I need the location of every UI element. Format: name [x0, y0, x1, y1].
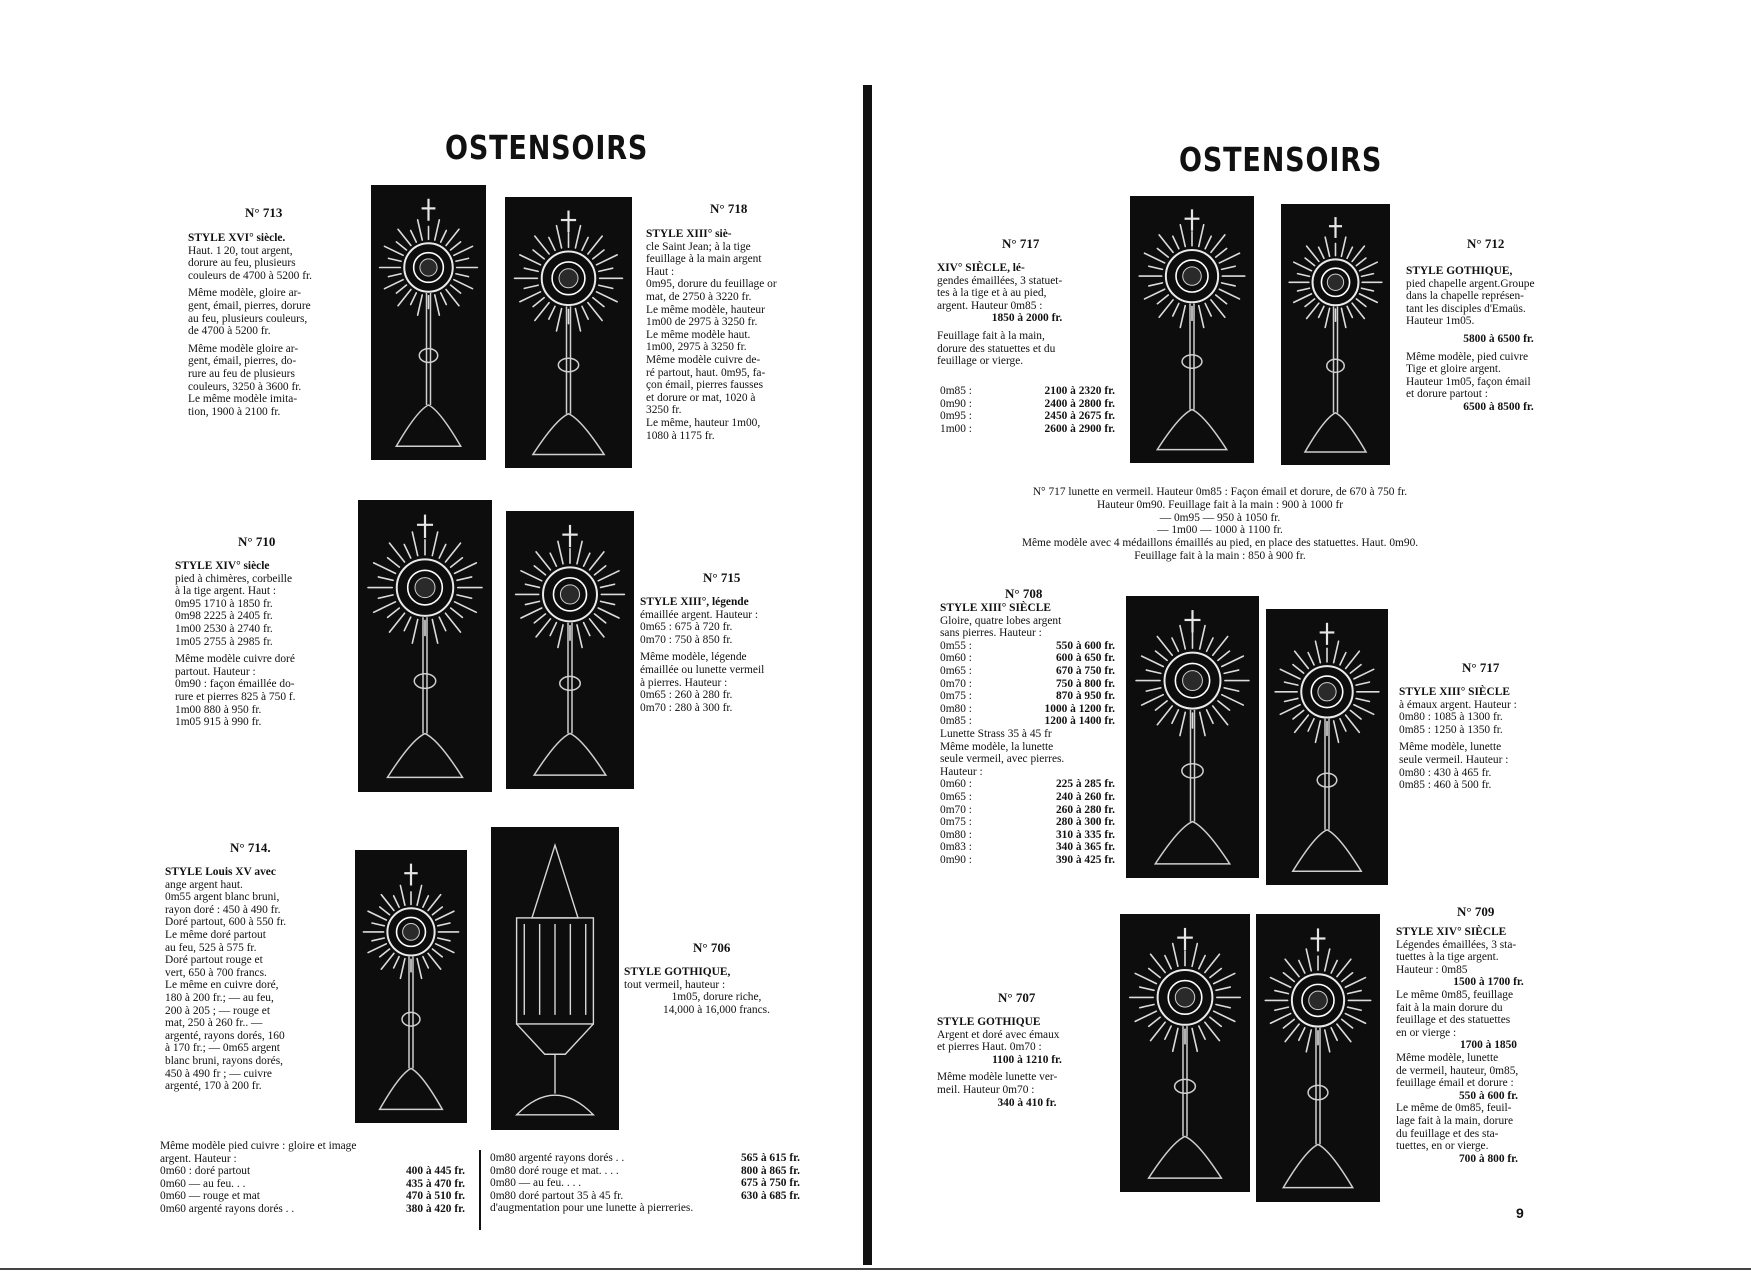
- price-row-value: 435 à 470 fr.: [405, 1177, 465, 1190]
- note-line: — 0m95 — 950 à 1050 fr.: [1159, 511, 1281, 524]
- item-number-717-b: N° 717: [1462, 660, 1500, 675]
- price-table-bottom-left: [160, 1140, 465, 1216]
- description-line: Doré partout rouge et: [165, 954, 263, 967]
- description-line: 0m55 argent blanc bruni,: [165, 891, 280, 904]
- monstrance-engraving: [1120, 914, 1250, 1192]
- monstrance-engraving: [1130, 196, 1254, 463]
- description-line: STYLE XVI° siècle.: [188, 232, 286, 244]
- price-row: [490, 1177, 800, 1190]
- price-row: [940, 715, 1115, 728]
- plate-708: [1126, 596, 1259, 878]
- price-row-size: 0m75 :: [940, 690, 972, 703]
- description-line: Même modèle, gloire ar-: [188, 287, 301, 300]
- description-line: 1700 à 1850: [1460, 1039, 1517, 1052]
- size-table-708-lunette: [940, 778, 1115, 866]
- description-line: XIV° SIÈCLE, lé-: [937, 262, 1025, 274]
- description-line: et dorure partout :: [1406, 388, 1488, 401]
- item-description-706: [624, 966, 809, 1016]
- price-row-size: 0m60 : doré partout: [160, 1165, 251, 1178]
- description-line: 0m95, dorure du feuillage or: [646, 278, 777, 291]
- price-row-value: 750 à 800 fr.: [1055, 677, 1115, 690]
- price-row: [940, 398, 1115, 411]
- item-number-714: N° 714.: [230, 840, 271, 855]
- description-line: émaillée argent. Hauteur :: [640, 608, 759, 621]
- description-line: STYLE XIII° SIÈCLE: [940, 602, 1051, 614]
- price-table-bottom-right: [490, 1152, 800, 1215]
- price-row-value: 240 à 260 fr.: [1055, 790, 1115, 803]
- description-line: argent. Hauteur 0m85 :: [937, 299, 1043, 312]
- description-line: feuillage et des statuettes: [1396, 1014, 1511, 1027]
- description-line: seule vermeil, avec pierres.: [940, 753, 1065, 766]
- description-line: seule vermeil. Hauteur :: [1399, 753, 1509, 766]
- note-717-lunette: [970, 486, 1470, 563]
- description-line: Même modèle, la lunette: [940, 740, 1054, 753]
- description-line: 450 à 490 fr ; — cuivre: [165, 1067, 272, 1080]
- note-line: Feuillage fait à la main : 850 à 900 fr.: [1134, 549, 1306, 562]
- description-line: à 170 fr.; — 0m65 argent: [165, 1042, 280, 1055]
- description-line: Même modèle, légende: [640, 651, 747, 664]
- price-row-size: 0m60 :: [940, 778, 972, 791]
- description-line: Hauteur 1m05.: [1406, 315, 1475, 328]
- price-table-header: argent. Hauteur :: [160, 1152, 237, 1165]
- description-line: STYLE GOTHIQUE,: [1406, 265, 1513, 277]
- monstrance-engraving: [491, 827, 619, 1130]
- price-row-value: 260 à 280 fr.: [1055, 803, 1115, 816]
- description-line: de 4700 à 5200 fr.: [188, 325, 271, 338]
- description-line: en or vierge :: [1396, 1026, 1457, 1039]
- description-line: à pierres. Hauteur :: [640, 676, 728, 689]
- item-number-709: N° 709: [1457, 904, 1495, 919]
- price-row: [940, 791, 1115, 804]
- description-line: au feu, plusieurs couleurs,: [188, 312, 308, 325]
- description-line: Hauteur : 0m85: [1396, 963, 1468, 976]
- description-line: Hauteur 1m05, façon émail: [1406, 375, 1531, 388]
- description-line: 1500 à 1700 fr.: [1453, 976, 1524, 989]
- price-row-size: 0m95 :: [940, 410, 972, 423]
- price-row-value: 225 à 285 fr.: [1055, 778, 1115, 791]
- page-number: 9: [1516, 1205, 1524, 1221]
- description-line: 0m98 2225 à 2405 fr.: [175, 610, 273, 623]
- description-line: 0m65 : 260 à 280 fr.: [640, 689, 733, 702]
- plate-713: [371, 185, 486, 460]
- price-row-size: 0m80 :: [940, 702, 972, 715]
- description-line: 1m00 2530 à 2740 fr.: [175, 622, 273, 635]
- item-description-710: [175, 560, 350, 729]
- description-line: Même modèle lunette ver-: [937, 1071, 1058, 1084]
- note-line: Même modèle avec 4 médaillons émaillés au pied, en place des statuettes. Haut. 0m90.: [1021, 537, 1419, 550]
- price-row-value: 2100 à 2320 fr.: [1044, 385, 1115, 397]
- description-line: mat, de 2750 à 3220 fr.: [646, 290, 752, 303]
- item-description-717-b: [1399, 686, 1579, 792]
- description-line: et dorure or mat, 1020 à: [646, 391, 756, 404]
- plate-707: [1120, 914, 1250, 1192]
- description-line: 0m80 : 430 à 465 fr.: [1399, 766, 1492, 779]
- right-page: [880, 0, 1751, 1276]
- price-row: [940, 423, 1115, 436]
- description-line: sans pierres. Hauteur :: [940, 627, 1042, 640]
- price-row: [160, 1178, 465, 1191]
- size-table-708: [940, 640, 1115, 728]
- price-row-size: 0m80 — au feu. . . .: [490, 1177, 582, 1190]
- description-line: à la tige argent. Haut :: [175, 585, 277, 598]
- description-line: tant les disciples d'Emaüs.: [1406, 302, 1526, 315]
- item-description-707: [937, 1016, 1117, 1109]
- price-row-size: 0m60 — au feu. . .: [160, 1177, 246, 1190]
- price-row: [940, 665, 1115, 678]
- price-table-footer: d'augmentation pour une lunette à pierreries.: [490, 1202, 694, 1215]
- item-description-717: [937, 262, 1117, 368]
- price-row-value: 670 à 750 fr.: [1055, 664, 1115, 677]
- description-line: Même modèle, lunette: [1396, 1051, 1499, 1064]
- description-line: dorure des statuettes et du: [937, 342, 1056, 355]
- item-description-718: [646, 228, 826, 442]
- price-row: [940, 690, 1115, 703]
- description-line: 340 à 410 fr.: [997, 1096, 1057, 1109]
- price-row-value: 630 à 685 fr.: [740, 1189, 800, 1202]
- description-line: 1m00, 2975 à 3250 fr.: [646, 341, 747, 354]
- item-number-713: N° 713: [245, 205, 283, 220]
- description-line: rayon doré : 450 à 490 fr.: [165, 903, 281, 916]
- price-row-size: 0m83 :: [940, 841, 972, 854]
- description-line: Feuillage fait à la main,: [937, 329, 1045, 342]
- description-line: gent, émail, pierres, dorure: [188, 299, 311, 312]
- description-line: couleurs, 3250 à 3600 fr.: [188, 380, 302, 393]
- description-line: au feu, 525 à 575 fr.: [165, 941, 257, 954]
- price-row-value: 1000 à 1200 fr.: [1044, 702, 1115, 715]
- price-row-value: 2400 à 2800 fr.: [1044, 397, 1115, 410]
- price-row: [940, 703, 1115, 716]
- price-table-header: Même modèle pied cuivre : gloire et image: [160, 1140, 357, 1152]
- price-row: [940, 410, 1115, 423]
- description-line: tuettes, en or vierge.: [1396, 1140, 1489, 1153]
- description-line: 6500 à 8500 fr.: [1463, 400, 1534, 413]
- price-row-size: 0m60 :: [940, 652, 972, 665]
- description-line: partout. Hauteur :: [175, 665, 256, 678]
- description-line: blanc bruni, rayons dorés,: [165, 1054, 283, 1067]
- description-line: 180 à 200 fr.; — au feu,: [165, 991, 274, 1004]
- price-row-size: 0m70 :: [940, 803, 972, 816]
- plate-709: [1256, 914, 1380, 1202]
- description-line: lage fait à la main, dorure: [1396, 1114, 1514, 1127]
- price-row-value: 390 à 425 fr.: [1055, 853, 1115, 866]
- price-row-value: 280 à 300 fr.: [1055, 816, 1115, 829]
- description-line: Le même en cuivre doré,: [165, 979, 279, 992]
- description-line: rure au feu de plusieurs: [188, 367, 295, 380]
- price-row: [940, 854, 1115, 867]
- description-line: dorure au feu, plusieurs: [188, 257, 296, 270]
- item-number-706: N° 706: [693, 940, 731, 955]
- description-line: 0m85 : 460 à 500 fr.: [1399, 779, 1492, 792]
- page-title-left: OSTENSOIRS: [445, 128, 649, 167]
- price-row-size: 0m80 :: [940, 828, 972, 841]
- note-line: Hauteur 0m90. Feuillage fait à la main : 900 à 1000 fr: [1096, 498, 1344, 511]
- left-page: [0, 0, 870, 1276]
- description-line: STYLE XIII° SIÈCLE: [1399, 686, 1510, 698]
- price-row-size: 0m70 :: [940, 677, 972, 690]
- monstrance-engraving: [1256, 914, 1380, 1202]
- price-row-size: 0m80 doré rouge et mat. . . .: [490, 1164, 619, 1177]
- note-line: N° 717 lunette en vermeil. Hauteur 0m85 : Façon émail et dorure, de 670 à 750 fr.: [1032, 486, 1408, 498]
- description-line: STYLE GOTHIQUE,: [624, 966, 731, 978]
- price-row-value: 800 à 865 fr.: [740, 1164, 800, 1177]
- description-line: dans la chapelle représen-: [1406, 290, 1524, 303]
- price-row-value: 340 à 365 fr.: [1055, 841, 1115, 854]
- item-number-710: N° 710: [238, 534, 276, 549]
- description-line: 0m70 : 750 à 850 fr.: [640, 633, 733, 646]
- description-line: Le même modèle, hauteur: [646, 303, 765, 316]
- description-line: mat, 250 à 260 fr.. —: [165, 1017, 263, 1030]
- plate-717: [1130, 196, 1254, 463]
- item-description-712: [1406, 265, 1591, 414]
- price-row: [940, 829, 1115, 842]
- monstrance-engraving: [506, 511, 634, 789]
- description-line: 1m05, dorure riche,: [671, 991, 762, 1004]
- price-row: [940, 652, 1115, 665]
- description-line: Même modèle gloire ar-: [188, 342, 299, 355]
- description-line: argenté, 170 à 200 fr.: [165, 1080, 262, 1093]
- plate-714: [355, 850, 467, 1123]
- description-line: 0m65 : 675 à 720 fr.: [640, 621, 733, 634]
- description-line: Le même modèle imita-: [188, 393, 298, 406]
- description-line: tuettes à la tige argent.: [1396, 951, 1499, 964]
- price-row: [160, 1203, 465, 1216]
- item-number-715: N° 715: [703, 570, 741, 585]
- description-line: tes à la tige et à au pied,: [937, 287, 1047, 300]
- description-line: Tige et gloire argent.: [1406, 363, 1501, 376]
- description-line: 1850 à 2000 fr.: [991, 312, 1063, 325]
- page-title-right: OSTENSOIRS: [1179, 140, 1383, 179]
- price-row-size: 1m00 :: [940, 422, 972, 435]
- plate-712: [1281, 204, 1390, 465]
- description-line: Gloire, quatre lobes argent: [940, 614, 1062, 627]
- item-description-709: [1396, 926, 1581, 1165]
- description-line: argenté, rayons dorés, 160: [165, 1029, 285, 1042]
- description-line: 0m70 : 280 à 300 fr.: [640, 701, 733, 714]
- size-table-717: [940, 385, 1115, 435]
- description-line: Légendes émaillées, 3 sta-: [1396, 938, 1517, 951]
- price-row-value: 565 à 615 fr.: [740, 1152, 800, 1164]
- description-line: à émaux argent. Hauteur :: [1399, 698, 1517, 711]
- description-708-lunette: [940, 728, 1115, 778]
- description-line: Le même doré partout: [165, 928, 266, 941]
- price-row-value: 470 à 510 fr.: [405, 1190, 465, 1203]
- description-line: Même modèle, lunette: [1399, 741, 1502, 754]
- item-number-718: N° 718: [710, 201, 748, 216]
- plate-715: [506, 511, 634, 789]
- price-row-value: 600 à 650 fr.: [1055, 652, 1115, 665]
- description-line: pied à chimères, corbeille: [175, 572, 293, 585]
- monstrance-engraving: [1281, 204, 1390, 465]
- price-row-size: 0m60 argenté rayons dorés . .: [160, 1202, 295, 1215]
- description-line: 1m00 de 2975 à 3250 fr.: [646, 316, 758, 329]
- description-line: 1m05 2755 à 2985 fr.: [175, 635, 273, 648]
- description-line: çon émail, pierres fausses: [646, 379, 764, 392]
- description-line: du feuillage et des sta-: [1396, 1127, 1499, 1140]
- description-line: Même modèle cuivre de-: [646, 353, 761, 366]
- description-line: Le même de 0m85, feuil-: [1396, 1102, 1512, 1115]
- column-divider: [479, 1150, 481, 1230]
- price-row: [940, 804, 1115, 817]
- price-row: [940, 778, 1115, 791]
- price-row-value: 400 à 445 fr.: [405, 1165, 465, 1178]
- description-line: Le même 0m85, feuillage: [1396, 988, 1514, 1001]
- monstrance-engraving: [1126, 596, 1259, 878]
- item-number-717: N° 717: [1002, 236, 1040, 251]
- monstrance-engraving: [355, 850, 467, 1123]
- description-line: 1m00 880 à 950 fr.: [175, 703, 262, 716]
- description-line: 200 à 205 ; — rouge et: [165, 1004, 271, 1017]
- note-line: — 1m00 — 1000 à 1100 fr.: [1157, 524, 1283, 537]
- description-line: tout vermeil, hauteur :: [624, 978, 726, 991]
- description-line: ré partout, haut. 0m95, fa-: [646, 366, 766, 379]
- price-row-size: 0m85 :: [940, 715, 972, 728]
- description-line: STYLE XIII° siè-: [646, 228, 732, 240]
- price-row-size: 0m55 :: [940, 639, 972, 652]
- price-row: [160, 1165, 465, 1178]
- description-line: ange argent haut.: [165, 878, 243, 891]
- description-line: 0m90 : façon émaillée do-: [175, 678, 295, 691]
- description-line: 0m85 : 1250 à 1350 fr.: [1399, 723, 1503, 736]
- description-line: Même modèle, pied cuivre: [1406, 350, 1529, 363]
- monstrance-engraving: [505, 197, 632, 468]
- price-row-size: 0m90 :: [940, 853, 972, 866]
- item-description-715: [640, 596, 820, 714]
- plate-717b: [1266, 609, 1388, 885]
- description-line: 3250 fr.: [646, 404, 682, 417]
- description-line: émaillée ou lunette vermeil: [640, 663, 765, 676]
- description-line: 0m95 1710 à 1850 fr.: [175, 597, 273, 610]
- price-row: [940, 640, 1115, 653]
- price-row: [160, 1190, 465, 1203]
- price-row: [490, 1152, 800, 1165]
- description-line: pied chapelle argent.Groupe: [1406, 277, 1535, 290]
- description-line: Lunette Strass 35 à 45 fr: [940, 727, 1052, 740]
- price-row: [490, 1190, 800, 1203]
- description-line: feuillage émail et dorure :: [1396, 1077, 1514, 1090]
- price-row-value: 2600 à 2900 fr.: [1044, 422, 1115, 435]
- price-row-value: 380 à 420 fr.: [405, 1202, 465, 1215]
- price-row: [490, 1165, 800, 1178]
- plate-710: [358, 500, 492, 792]
- description-line: tion, 1900 à 2100 fr.: [188, 405, 281, 418]
- item-description-714: [165, 866, 345, 1093]
- description-line: STYLE Louis XV avec: [165, 866, 276, 878]
- description-line: Doré partout, 600 à 550 fr.: [165, 916, 287, 929]
- description-line: 1080 à 1175 fr.: [646, 429, 715, 442]
- price-row-size: 0m75 :: [940, 816, 972, 829]
- plate-718: [505, 197, 632, 468]
- description-line: cle Saint Jean; à la tige: [646, 240, 751, 253]
- monstrance-engraving: [358, 500, 492, 792]
- price-row-size: 0m60 — rouge et mat: [160, 1190, 260, 1203]
- description-line: Haut. 1 20, tout argent,: [188, 244, 293, 257]
- description-line: couleurs de 4700 à 5200 fr.: [188, 269, 313, 282]
- description-line: feuillage à la main argent: [646, 253, 762, 266]
- description-line: 1100 à 1210 fr.: [992, 1053, 1062, 1066]
- price-row-size: 0m80 doré partout 35 à 45 fr.: [490, 1189, 624, 1202]
- description-line: Hauteur :: [940, 765, 983, 778]
- price-row-size: 0m65 :: [940, 664, 972, 677]
- description-line: 14,000 à 16,000 francs.: [663, 1003, 770, 1016]
- description-line: et pierres Haut. 0m70 :: [937, 1041, 1042, 1054]
- description-line: STYLE GOTHIQUE: [937, 1016, 1041, 1028]
- description-line: Argent et doré avec émaux: [937, 1028, 1060, 1041]
- description-line: gendes émaillées, 3 statuet-: [937, 274, 1063, 287]
- description-line: de vermeil, hauteur, 0m85,: [1396, 1064, 1519, 1077]
- price-row: [940, 678, 1115, 691]
- monstrance-engraving: [371, 185, 486, 460]
- price-row-value: 310 à 335 fr.: [1055, 828, 1115, 841]
- item-number-712: N° 712: [1467, 236, 1505, 251]
- description-line: 550 à 600 fr.: [1458, 1089, 1519, 1102]
- description-line: STYLE XIII°, légende: [640, 596, 749, 608]
- description-line: feuillage or vierge.: [937, 355, 1024, 368]
- price-row-value: 675 à 750 fr.: [740, 1177, 800, 1190]
- price-row-size: 0m85 :: [940, 385, 972, 397]
- description-line: Le même, hauteur 1m00,: [646, 416, 761, 429]
- monstrance-engraving: [1266, 609, 1388, 885]
- book-spine: [863, 85, 872, 1265]
- description-line: vert, 650 à 700 francs.: [165, 966, 267, 979]
- description-line: 1m05 915 à 990 fr.: [175, 716, 262, 729]
- price-row: [940, 841, 1115, 854]
- description-line: gent, émail, pierres, do-: [188, 355, 297, 368]
- description-line: fait à la main dorure du: [1396, 1001, 1503, 1014]
- price-row-value: 2450 à 2675 fr.: [1044, 410, 1115, 423]
- plate-706: [491, 827, 619, 1130]
- description-line: 5800 à 6500 fr.: [1463, 332, 1534, 345]
- price-row: [940, 816, 1115, 829]
- price-row: [940, 385, 1115, 398]
- price-row-size: 0m90 :: [940, 397, 972, 410]
- item-number-707: N° 707: [998, 990, 1036, 1005]
- description-line: meil. Hauteur 0m70 :: [937, 1083, 1035, 1096]
- price-row-value: 870 à 950 fr.: [1055, 690, 1115, 703]
- price-row-size: 0m80 argenté rayons dorés . .: [490, 1152, 625, 1164]
- price-row-value: 1200 à 1400 fr.: [1044, 715, 1115, 728]
- description-line: Même modèle cuivre doré: [175, 653, 295, 666]
- description-line: Le même modèle haut.: [646, 328, 751, 341]
- item-description-708: [940, 602, 1115, 866]
- price-row-value: 550 à 600 fr.: [1055, 639, 1115, 652]
- price-row-size: 0m65 :: [940, 790, 972, 803]
- item-number-708: N° 708: [1005, 586, 1043, 601]
- description-line: 0m80 : 1085 à 1300 fr.: [1399, 711, 1503, 724]
- item-description-713: [188, 232, 358, 418]
- description-line: Haut :: [646, 265, 675, 278]
- description-line: 700 à 800 fr.: [1458, 1152, 1519, 1165]
- description-line: STYLE XIV° siècle: [175, 560, 270, 572]
- description-line: STYLE XIV° SIÈCLE: [1396, 926, 1507, 938]
- description-line: rure et pierres 825 à 750 f.: [175, 690, 296, 703]
